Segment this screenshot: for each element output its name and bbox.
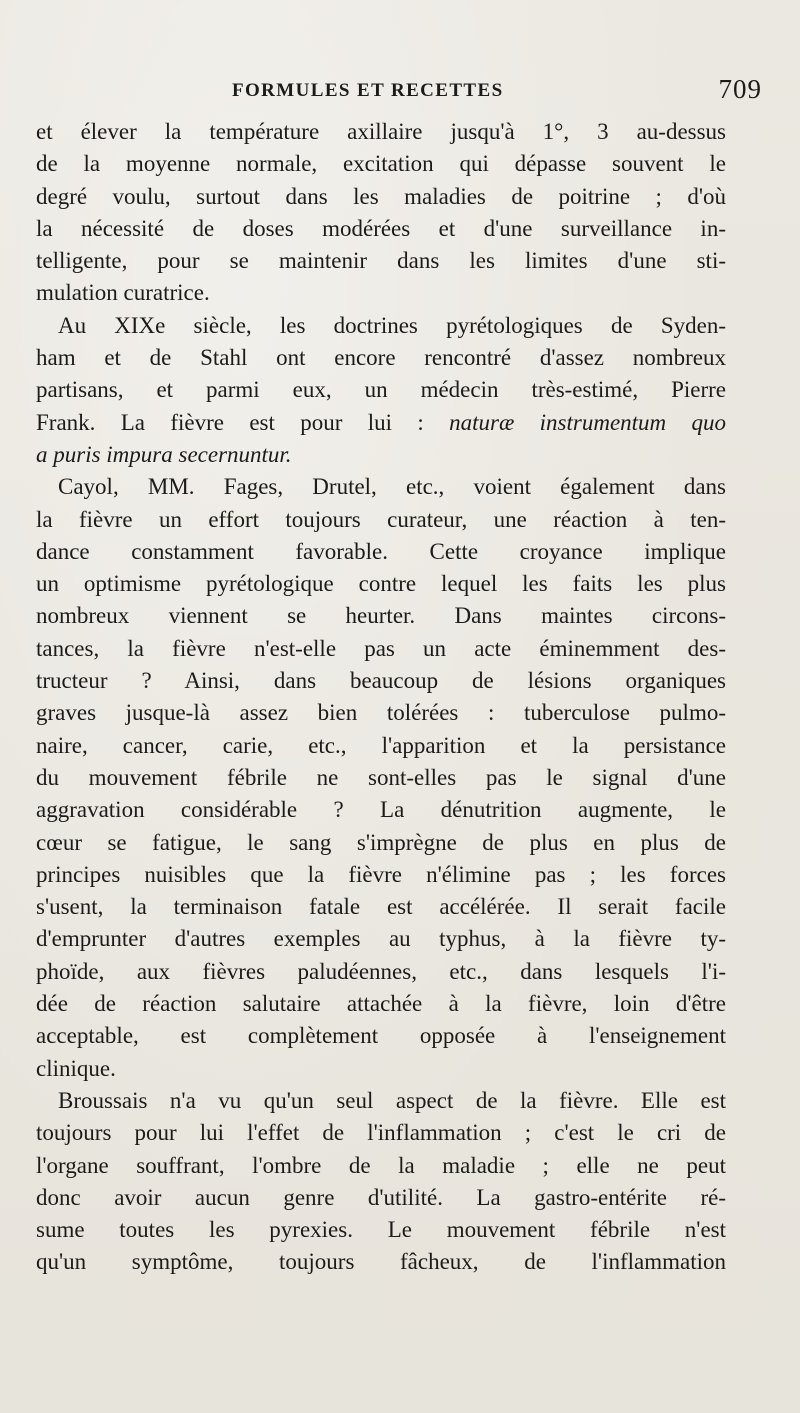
text-line: phoïde, aux fièvres paludéennes, etc., dans lesquels l'i- (36, 958, 726, 984)
latin-quote-end: a puris impura secernuntur. (36, 441, 292, 467)
text-line: la nécessité de doses modérées et d'une surveillance in- (36, 215, 726, 241)
text-line: la fièvre un effort toujours curateur, une réaction à ten- (36, 506, 726, 532)
text-line: l'organe souffrant, l'ombre de la maladie ; elle ne peut (36, 1152, 726, 1178)
text-line: d'emprunter d'autres exemples au typhus, à la fièvre ty- (36, 926, 726, 952)
text-line: acceptable, est complètement opposée à l'enseignement (36, 1023, 726, 1049)
text-line: Cayol, MM. Fages, Drutel, etc., voient également dans (58, 474, 726, 500)
text-line (36, 407, 726, 439)
text-line: Broussais n'a vu qu'un seul aspect de la fièvre. Elle est (58, 1087, 726, 1113)
text-line: et élever la température axillaire jusqu'à 1°, 3 au-dessus (36, 119, 726, 144)
paragraph (36, 471, 726, 1085)
text-line: partisans, et parmi eux, un médecin très-estimé, Pierre (36, 377, 726, 403)
text-segment: Frank. La fièvre est pour lui : (36, 409, 424, 435)
paragraph (36, 116, 726, 310)
text-line: s'usent, la terminaison fatale est accélérée. Il serait facile (36, 894, 726, 920)
text-line: du mouvement fébrile ne sont-elles pas le signal d'une (36, 764, 726, 790)
text-line: telligente, pour se maintenir dans les limites d'une sti- (36, 248, 726, 274)
text-line: cœur se fatigue, le sang s'imprègne de plus en plus de (36, 829, 726, 855)
page-number: 709 (718, 74, 762, 104)
text-line: mulation curatrice. (36, 280, 210, 306)
text-line: nombreux viennent se heurter. Dans maintes circons- (36, 603, 726, 629)
text-line: clinique. (36, 1055, 116, 1081)
text-line: ham et de Stahl ont encore rencontré d'assez nombreux (36, 345, 726, 371)
text-line: aggravation considérable ? La dénutrition augmente, le (36, 797, 726, 823)
text-line: donc avoir aucun genre d'utilité. La gastro-entérite ré- (36, 1184, 726, 1210)
text-line: dance constamment favorable. Cette croyance implique (36, 538, 726, 564)
text-line: sume toutes les pyrexies. Le mouvement fébrile n'est (36, 1217, 726, 1243)
text-line: dée de réaction salutaire attachée à la fièvre, loin d'être (36, 991, 726, 1017)
text-line: tances, la fièvre n'est-elle pas un acte éminemment des- (36, 635, 726, 661)
running-title: FORMULES ET RECETTES (232, 80, 504, 101)
text-line: un optimisme pyrétologique contre lequel les faits les plus (36, 571, 726, 597)
paragraph (36, 310, 726, 471)
page-header (36, 74, 766, 110)
text-line: tructeur ? Ainsi, dans beaucoup de lésions organiques (36, 668, 726, 694)
body-text (36, 116, 726, 1279)
text-line: toujours pour lui l'effet de l'inflammation ; c'est le cri de (36, 1120, 726, 1146)
text-line: naire, cancer, carie, etc., l'apparition et la persistance (36, 732, 726, 758)
text-line (36, 439, 726, 471)
text-line: Au XIXe siècle, les doctrines pyrétologiques de Syden- (58, 312, 726, 338)
paragraph (36, 1085, 726, 1279)
text-line: graves jusque-là assez bien tolérées : tuberculose pulmo- (36, 700, 726, 726)
text-line: qu'un symptôme, toujours fâcheux, de l'inflammation (36, 1249, 726, 1275)
text-line: principes nuisibles que la fièvre n'élimine pas ; les forces (36, 861, 726, 887)
text-line: degré voulu, surtout dans les maladies de poitrine ; d'où (36, 183, 726, 209)
text-line: de la moyenne normale, excitation qui dépasse souvent le (36, 151, 726, 177)
latin-quote: naturæ instrumentum quo (449, 409, 727, 435)
